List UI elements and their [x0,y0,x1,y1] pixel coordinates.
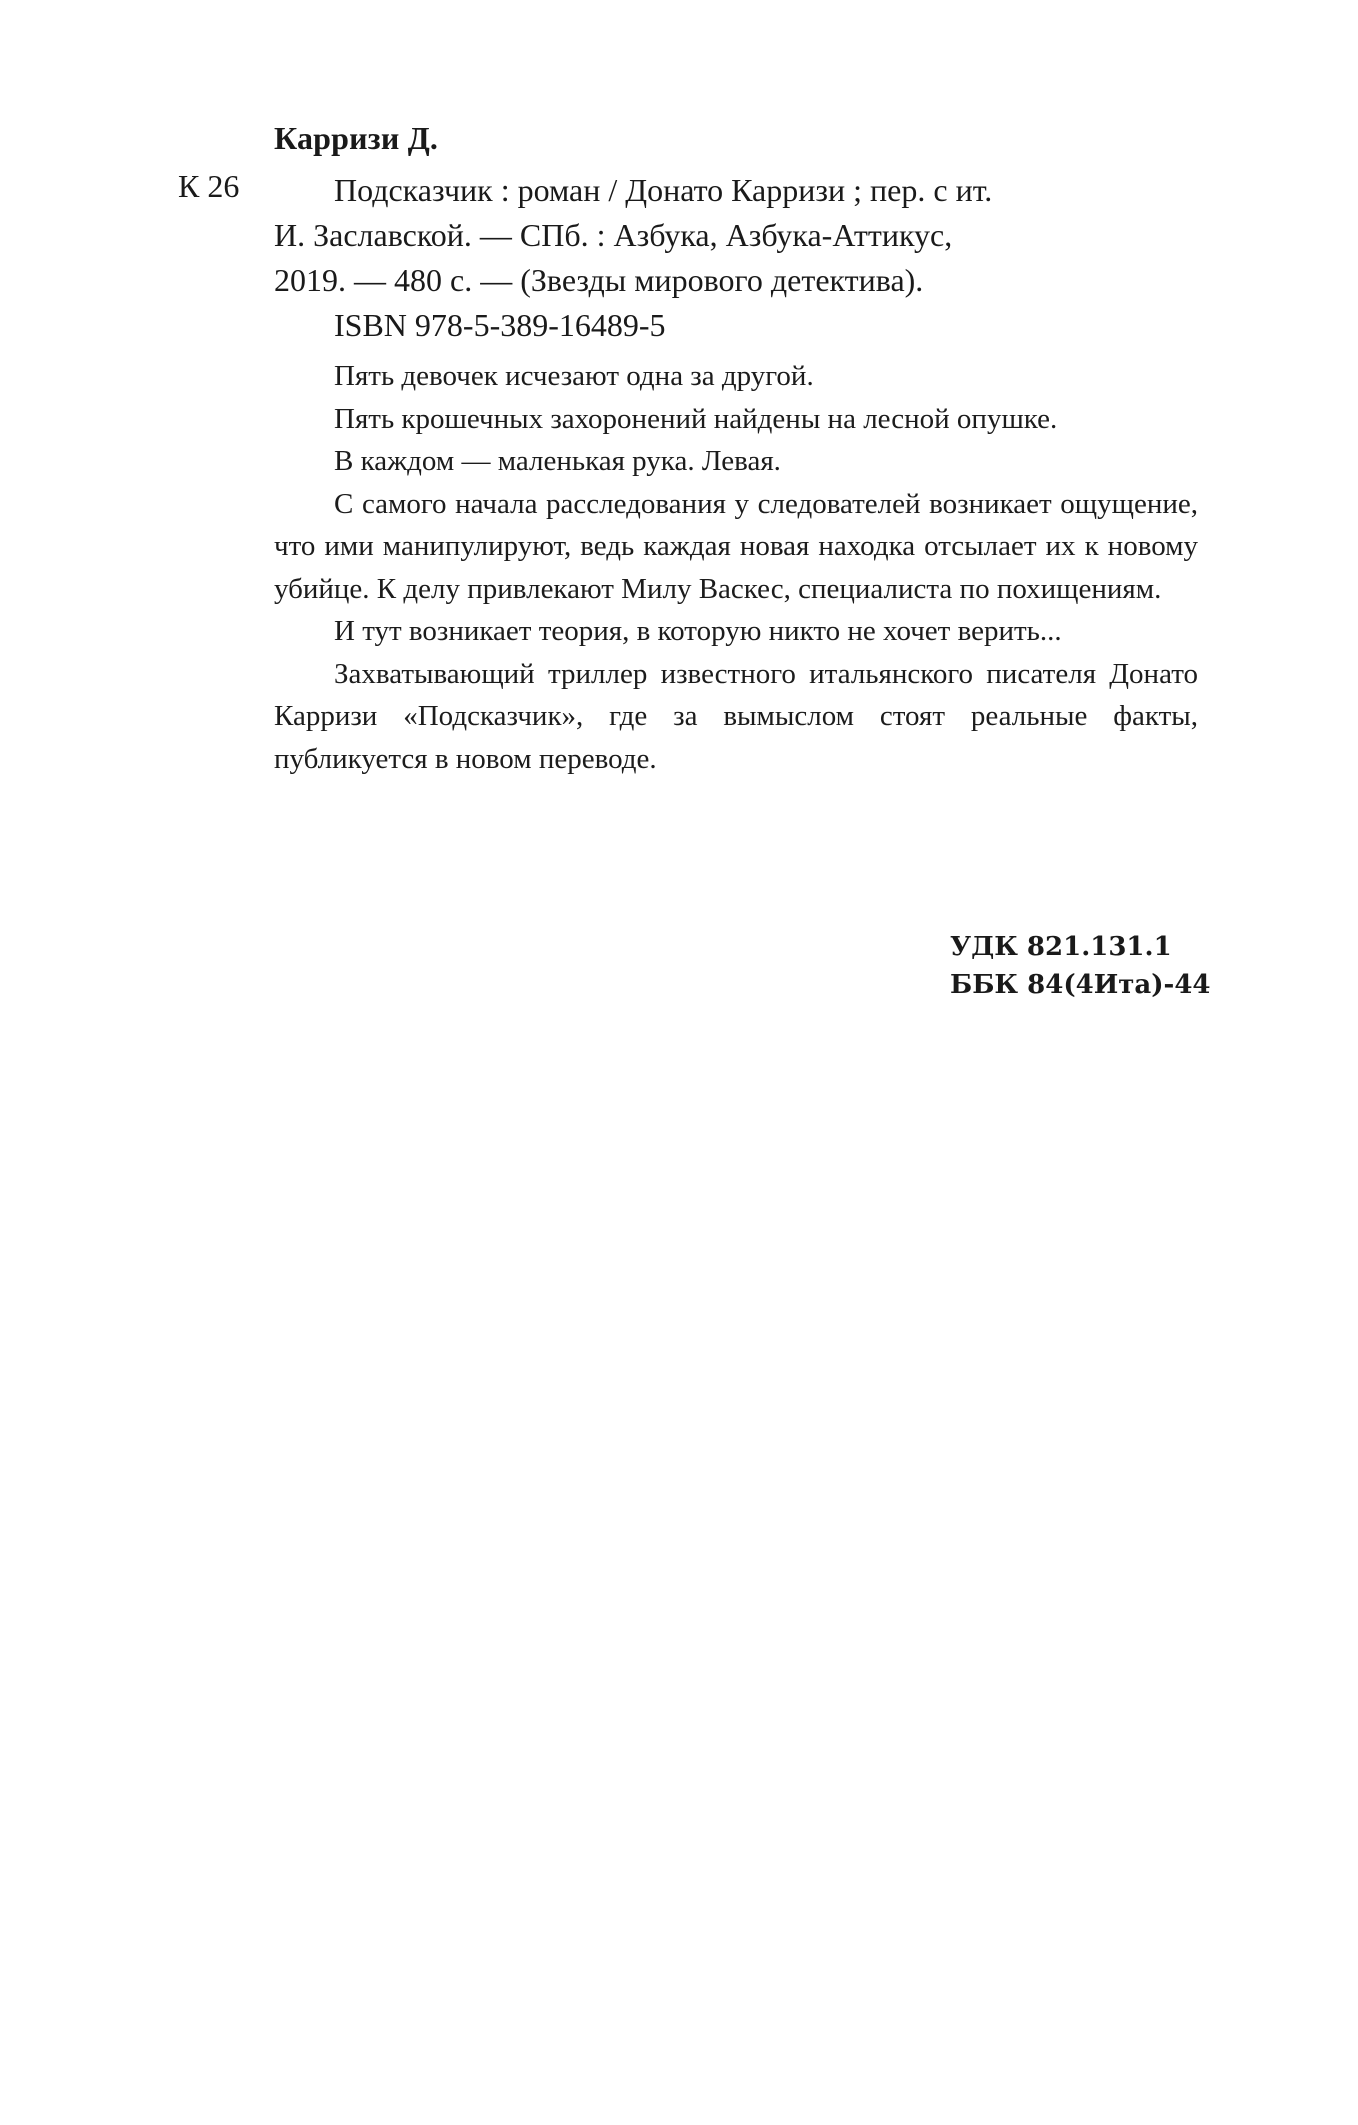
classification-codes [950,928,1211,1004]
title-line-3: 2019. — 480 с. — (Звезды мирового детектива). [274,262,924,298]
title-line-1: Подсказчик : роман / Донато Карризи ; пер. с ит. [334,172,993,208]
annotation-paragraph: И тут возникает теория, в которую никто не хочет верить... [334,615,1062,647]
isbn: ISBN 978-5-389-16489-5 [334,307,666,343]
bbk-code: ББК 84(4Ита)-44 [950,970,1211,1000]
bibliographic-description [274,168,1198,348]
annotation [274,355,1198,780]
title-line-2: И. Заславской. — СПб. : Азбука, Азбука-Аттикус, [274,217,953,253]
udk-code: УДК 821.131.1 [950,932,1172,962]
catalog-code: К 26 [178,168,240,204]
annotation-paragraph: В каждом — маленькая рука. Левая. [334,445,781,477]
author-heading: Карризи Д. [274,120,439,156]
annotation-paragraph: Захватывающий триллер известного итальянского писателя Донато Карризи «Подсказчик», где за вымыслом стоят реальные факты, публикуется в новом переводе. [274,657,1198,775]
annotation-paragraph: Пять девочек исчезают одна за другой. [334,360,814,392]
annotation-paragraph: Пять крошечных захоронений найдены на лесной опушке. [334,402,1058,435]
annotation-paragraph: С самого начала расследования у следователей возникает ощущение, что ими манипулируют, ведь каждая новая находка отсылает их к новому убийце. К делу привлекают Милу Васкес, специалиста по похищениям. [274,487,1198,605]
